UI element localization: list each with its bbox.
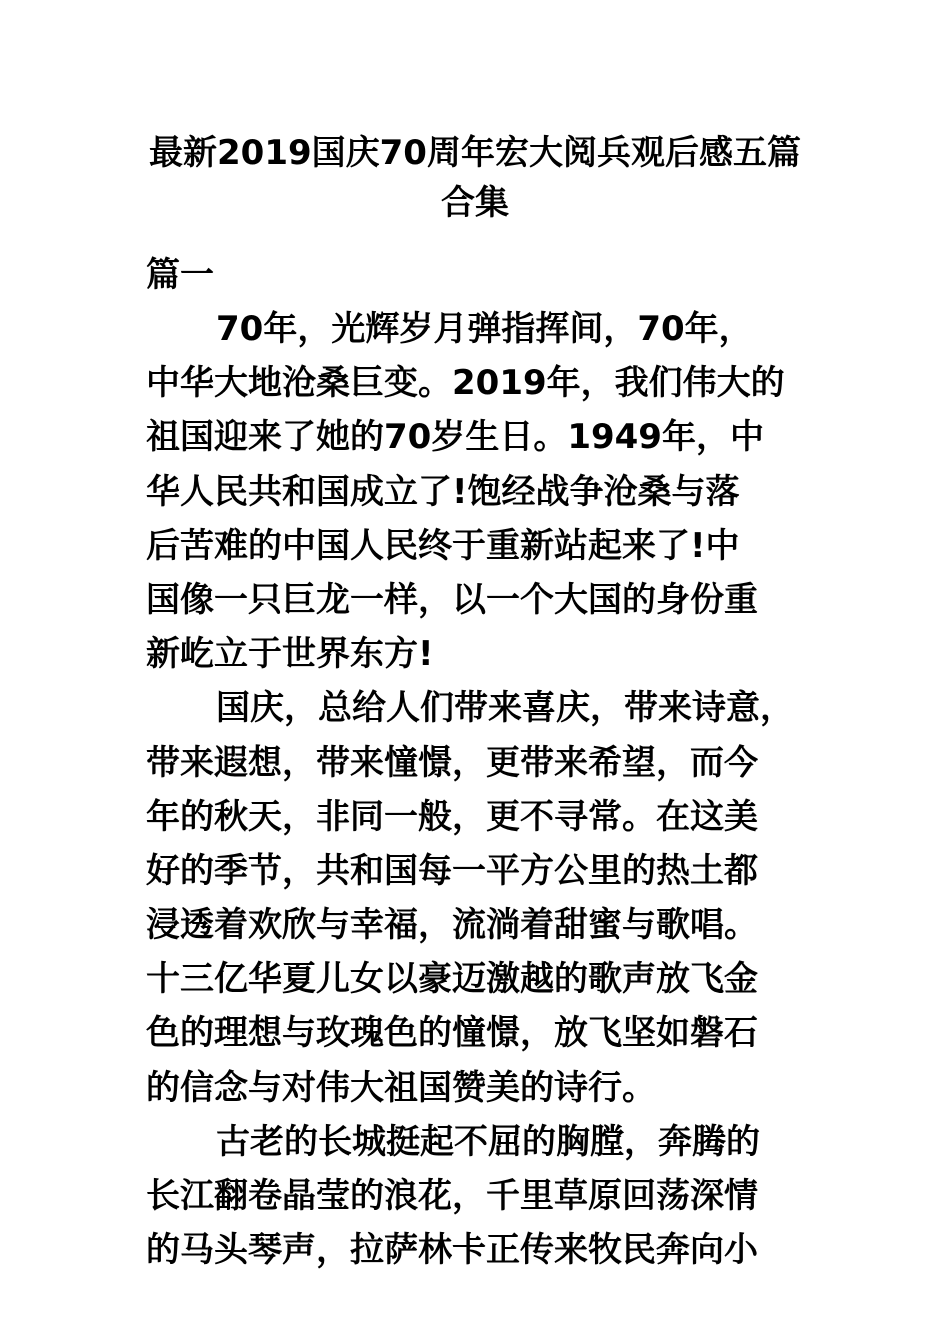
section-heading: 篇一 (146, 255, 214, 295)
paragraph-line: 年的秋天，非同一般，更不寻常。在这美 (146, 796, 758, 837)
paragraph-line: 十三亿华夏儿女以豪迈激越的歌声放飞金 (146, 959, 758, 1000)
paragraph-line: 色的理想与玫瑰色的憧憬，放飞坚如磐石 (146, 1013, 758, 1054)
document-title (140, 128, 810, 228)
paragraph-line: 华人民共和国成立了!饱经战争沧桑与落 (146, 471, 740, 512)
body-text (146, 302, 826, 1277)
paragraph-line: 后苦难的中国人民终于重新站起来了!中 (146, 525, 740, 566)
paragraph-line: 的马头琴声，拉萨林卡正传来牧民奔向小 (146, 1230, 758, 1271)
paragraph-line: 带来遐想，带来憧憬，更带来希望，而今 (146, 742, 758, 783)
title-line-2: 合集 (441, 183, 509, 223)
paragraph-line: 长江翻卷晶莹的浪花，千里草原回荡深情 (146, 1176, 758, 1216)
paragraph-line: 国像一只巨龙一样，以一个大国的身份重 (146, 579, 758, 620)
title-line-1: 最新2019国庆70周年宏大阅兵观后感五篇 (149, 133, 801, 173)
paragraph-line: 好的季节，共和国每一平方公里的热土都 (146, 850, 758, 891)
paragraph-line: 70年，光辉岁月弹指挥间，70年， (216, 309, 753, 349)
paragraph-line: 浸透着欢欣与幸福，流淌着甜蜜与歌唱。 (146, 905, 758, 946)
paragraph-line: 中华大地沧桑巨变。2019年，我们伟大的 (146, 363, 785, 404)
paragraph-line: 祖国迎来了她的70岁生日。1949年，中 (146, 417, 764, 458)
paragraph-line: 国庆，总给人们带来喜庆，带来诗意， (216, 688, 794, 729)
paragraph-line: 新屹立于世界东方! (146, 634, 434, 675)
paragraph-line: 古老的长城挺起不屈的胸膛，奔腾的 (216, 1121, 760, 1162)
paragraph-line: 的信念与对伟大祖国赞美的诗行。 (146, 1067, 656, 1108)
